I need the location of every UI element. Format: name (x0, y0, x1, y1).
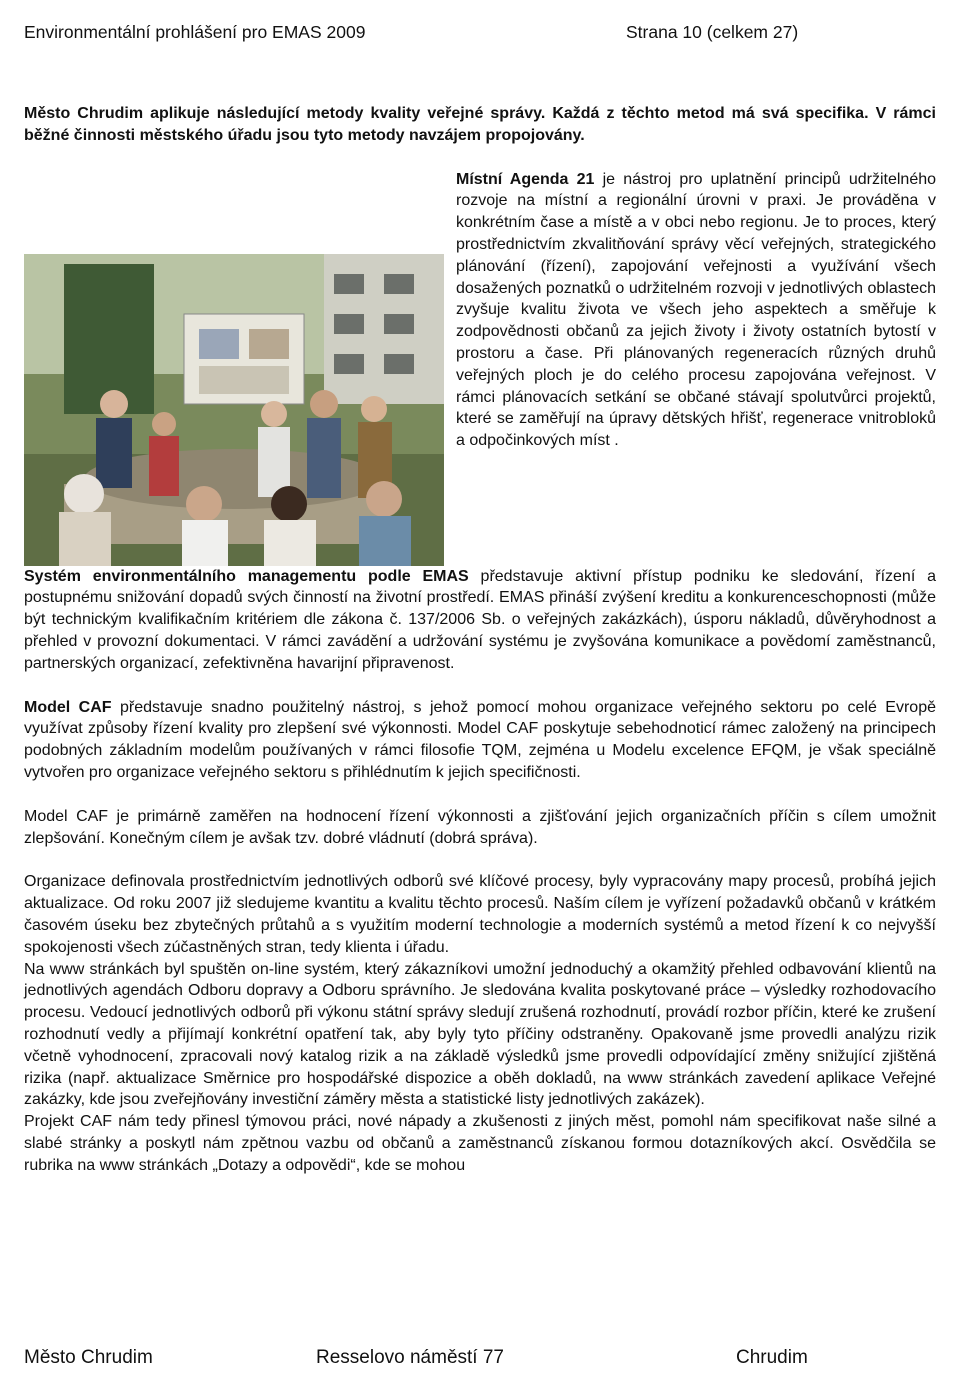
footer-city: Město Chrudim (24, 1347, 153, 1368)
public-meeting-photo (24, 254, 444, 566)
caf-text: představuje snadno použitelný nástroj, s jehož pomocí mohou organizace veřejného sektoru po celé Evropě využívat způsoby řízení kvality pro zlepšení své výkonnosti. Model CAF poskytuje sebehodnoticí rámec založený na principech podobných základním modelům používaných v rámci filosofie TQM, zejména u Modelu excelence EFQM, je však speciálně vytvořen pro organizace veřejného sektoru s přihlédnutím k jejich specifičnosti. (24, 698, 936, 781)
caf-paragraph (24, 697, 936, 784)
agenda21-lead: Místní Agenda 21 (456, 170, 595, 188)
organization-section (24, 871, 936, 1176)
org-paragraph-1: Organizace definovala prostřednictvím jednotlivých odborů své klíčové procesy, byly vypracovány mapy procesů, probíhá jejich aktualizace. Od roku 2007 již sledujeme kvantitu a kvalitu těchto procesů. Naším cílem je vyřízení požadavků občanů v krátkém časovém úseku bez zbytečných průtahů a s využitím moderní technologie a moderních systémů a metod řízení k co nejvyšší spokojenosti všech zúčastněných stran, tedy klienta i úřadu. (24, 873, 936, 956)
emas-lead: Systém environmentálního managementu podle EMAS (24, 567, 469, 585)
caf-goal-paragraph: Model CAF je primárně zaměřen na hodnocení řízení výkonnosti a zjišťování jejich organizačních příčin s cílem umožnit zlepšování. Konečným cílem je avšak tzv. dobré vládnutí (dobrá správa). (24, 807, 936, 847)
intro-paragraph: Město Chrudim aplikuje následující metody kvality veřejné správy. Každá z těchto metod má svá specifika. V rámci běžné činnosti městského úřadu jsou tyto metody navzájem propojovány. (24, 105, 936, 144)
org-paragraph-3: Projekt CAF nám tedy přinesl týmovou práci, nové nápady a zkušenosti z jiných měst, pomohl nám specifikovat naše silné a slabé stránky a poskytl nám zpětnou vazbu od občanů a zaměstnanců získanou formou dotazníkových akcí. Osvědčila se rubrika na www stránkách „Dotazy a odpovědi“, kde se mohou (24, 1113, 936, 1174)
agenda21-section (24, 169, 936, 452)
header-title: Environmentální prohlášení pro EMAS 2009 (24, 22, 366, 42)
emas-text: představuje aktivní přístup podniku ke sledování, řízení a postupnému snižování dopadů svých činností na životní prostředí. EMAS přináší zvýšení kreditu a konkurenceschopnosti (může být technickým kvalifikačním kritériem dle zákona č. 137/2006 Sb. o veřejných zakázkách), úsporu nákladů, důvěryhodnost a přehled v provozní dokumentaci. V rámci zavádění a udržování systému je zvyšována komunikace a povědomí zaměstnanců, partnerských organizací, zefektivněna havarijní připravenost. (24, 567, 937, 672)
caf-lead: Model CAF (24, 698, 112, 716)
footer-address: Resselovo náměstí 77 (316, 1347, 504, 1368)
page-number: Strana 10 (celkem 27) (626, 22, 799, 42)
photo-illustration (24, 254, 444, 566)
footer-town: Chrudim (736, 1347, 808, 1368)
agenda21-text: je nástroj pro uplatnění principů udržitelného rozvoje na místní a regionální úrovni v praxi. Je prováděna v konkrétním čase a místě a v obci nebo regionu. Je to proces, který prostřednictvím zkvalitňování správy věcí veřejných, strategického plánování (řízení), zapojování veřejnosti a využívání všech dosažených poznatků o udržitelném rozvoji v jednotlivých oblastech zvyšuje kvalitu života ve všech jeho aspektech a směřuje k zodpovědnosti občanů za jejich životy i životy ostatních bytostí v prostoru a čase. Při plánovaných regeneracích různých druhů veřejných ploch je do celého procesu zapojována veřejnost. V rámci plánovacích setkání se občané stávají spolutvůrci projektů, které se zaměřují na úpravy dětských hřišť, regenerace vnitrobloků a odpočinkových míst . (456, 170, 937, 450)
emas-paragraph (24, 566, 936, 675)
org-paragraph-2: Na www stránkách byl spuštěn on-line systém, který zákazníkovi umožní jednoduchý a okamžitý přehled odbavování klientů na jednotlivých agendách Odboru dopravy a Odboru správního. Je sledována kvalita poskytované práce – výsledky rozhodovacího procesu. Vedoucí jednotlivých odborů při výkonu státní správy sledují zrušená rozhodnutí, provádí rozbor příčin, které ke zrušení rozhodnutí vedly a přijímají konkrétní opatření tak, aby byly tyto příčiny odstraněny. Opakovaně jsme provedli analýzu rizik včetně vyhodnocení, zpracovali nový katalog rizik a na základě výsledků jsme provedli odpovídající změny snižující zjištěná rizika (např. aktualizace Směrnice pro hospodářské dispozice a oběh dokladů, na www stránkách zavedení aplikace Veřejné zakázky, kde jsou zveřejňovány investiční záměry města a statistické listy jednotlivých zakázek). (24, 960, 936, 1109)
document-body (24, 103, 936, 1177)
